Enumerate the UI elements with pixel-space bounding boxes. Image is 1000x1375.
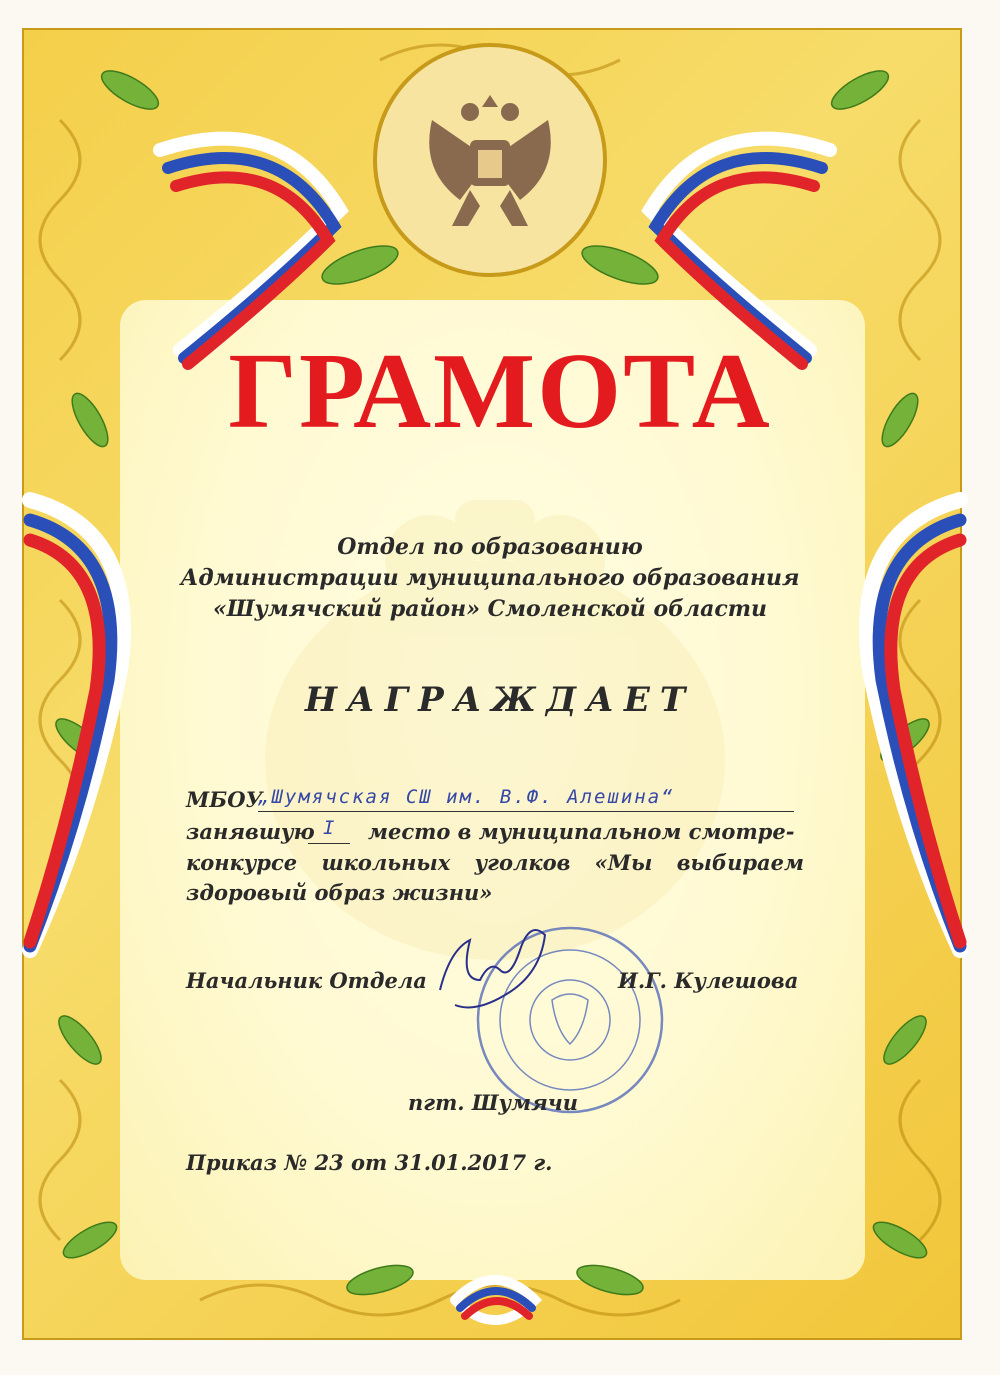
tricolor-ribbon-top-left	[160, 139, 340, 364]
recipient-prefix: МБОУ	[186, 787, 263, 812]
coat-of-arms-icon	[375, 45, 605, 275]
place-handwritten: I	[323, 817, 337, 839]
org-line-1: Отдел по образованию	[337, 534, 643, 560]
org-line-3: «Шумячский район» Смоленской области	[212, 596, 768, 622]
signer-name: И.Г. Кулешова	[618, 968, 799, 993]
awards-heading: НАГРАЖДАЕТ	[304, 680, 696, 720]
recipient-underline	[258, 811, 794, 812]
place-underline	[308, 843, 350, 844]
line3: конкурсе школьных уголков «Мы выбираем	[186, 850, 804, 875]
signer-title: Начальник Отдела	[186, 968, 427, 993]
official-stamp-icon	[478, 928, 662, 1112]
line2-prefix: занявшую	[186, 819, 315, 844]
line2-rest: место в муниципальном смотре-	[368, 819, 795, 844]
certificate-title: ГРАМОТА	[228, 332, 772, 451]
line4: здоровый образ жизни»	[186, 880, 493, 905]
location: пгт. Шумячи	[408, 1090, 579, 1115]
org-line-2: Администрации муниципального образования	[180, 565, 800, 591]
order-reference: Приказ № 23 от 31.01.2017 г.	[186, 1150, 553, 1175]
recipient-handwritten: „Шумячская СШ им. В.Ф. Алешина“	[258, 786, 675, 808]
tricolor-ribbon-top-right	[650, 139, 830, 364]
